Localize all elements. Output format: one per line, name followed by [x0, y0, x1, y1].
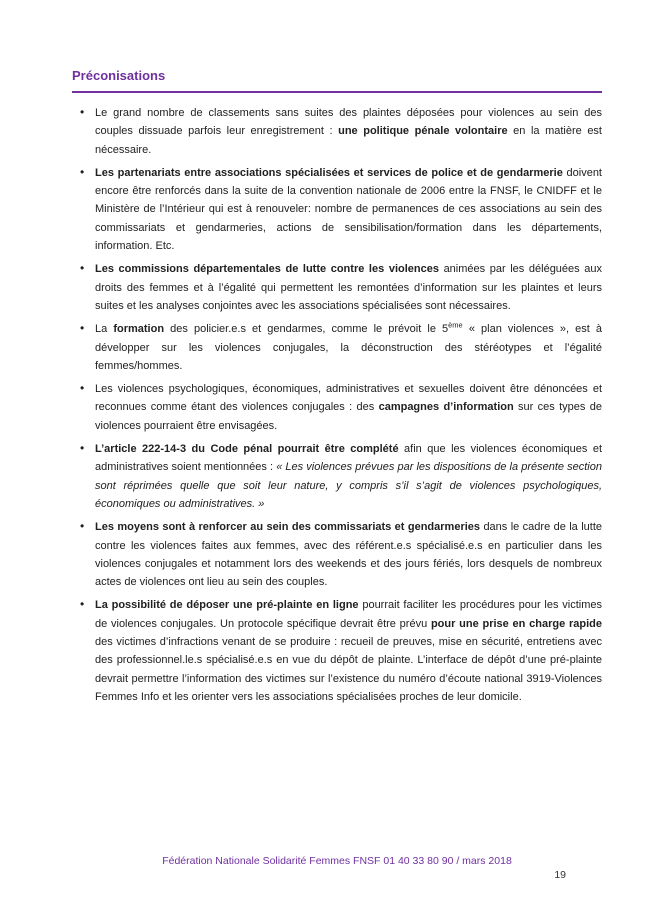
bullet-marker-icon: • [80, 441, 85, 456]
text-segment: Les violences psychologiques, économiques, administratives et sexuelles doivent être dénoncées et reconnues comme étant des violences conjugales : des [95, 383, 602, 414]
text-segment: La [95, 323, 114, 336]
list-item [72, 596, 602, 706]
text-segment: des victimes d’infractions venant de se produire : recueil de preuves, mise en sécurité, entretiens avec des professionnel.le.s spécialisé.e.s en vue du dépôt de plainte. L’interface de dépôt d’une pré-plainte devrait permettre l’information des victimes sur l’existence du numéro d’écoute national 3919-Violences Femmes Info et les orienter vers les associations spécialisées proches de leur domicile. [95, 636, 602, 703]
list-item [72, 164, 602, 255]
footer-org-line: Fédération Nationale Solidarité Femmes FNSF 01 40 33 80 90 / mars 2018 [162, 855, 512, 867]
text-segment: doivent encore être renforcés dans la suite de la convention nationale de 2006 entre la FNSF, le CNIDFF et le Ministère de l’Intérieur qui est à renouveler: nombre de permanences de ces associations au sein des commissariats et gendarmeries, actions de sensibilisation/formation dans les départements, information. Etc. [95, 166, 602, 253]
bullet-marker-icon: • [80, 519, 85, 534]
text-segment: pourrait faciliter les procédures pour les victimes de violences conjugales. Un protocole spécifique devrait être prévu [95, 599, 602, 630]
text-segment: Les partenariats entre associations spécialisées et services de police et de gendarmerie [95, 166, 563, 179]
bullet-marker-icon: • [80, 321, 85, 336]
text-segment: une politique pénale volontaire [338, 125, 508, 138]
text-segment: « plan violences », est à développer sur les violences conjugales, la déconstruction des stéréotypes et l’égalité femmes/hommes. [95, 323, 602, 372]
text-segment: ème [448, 320, 463, 330]
section-heading: Préconisations [72, 68, 602, 93]
text-segment: formation [113, 323, 165, 336]
page-number: 19 [554, 869, 566, 881]
page-content [72, 68, 602, 711]
bullet-marker-icon: • [80, 597, 85, 612]
text-segment: « Les violences prévues par les dispositions de la présente section sont réprimées quelle que soit leur nature, y compris s’il s’agit de violences psychologiques, économiques ou administratives. » [95, 461, 602, 510]
text-segment: sur ces types de violences pourraient être envisagées. [95, 401, 602, 432]
text-segment: Le grand nombre de classements sans suites des plaintes déposées pour violences au sein des couples dissuade parfois leur enregistrement : [95, 107, 602, 138]
text-segment: des policier.e.s et gendarmes, comme le prévoit le 5 [164, 323, 449, 336]
text-segment: La possibilité de déposer une pré-plainte en ligne [95, 599, 359, 612]
text-segment: Les commissions départementales de lutte contre les violences [95, 263, 439, 276]
text-segment: Les moyens sont à renforcer au sein des commissariats et gendarmeries [95, 521, 481, 534]
bullet-marker-icon: • [80, 261, 85, 276]
text-segment: L’article 222-14-3 du Code pénal pourrait être complété [95, 443, 399, 456]
text-segment: pour une prise en charge rapide [430, 617, 602, 630]
recommendations-list [72, 104, 602, 706]
text-segment: en la matière est nécessaire. [95, 125, 602, 156]
list-item [72, 440, 602, 513]
list-item [72, 380, 602, 435]
text-segment: dans le cadre de la lutte contre les violences faites aux femmes, avec des référent.e.s spécialisé.e.s en particulier dans les violences conjugales et notamment lors des weekends et des jours fériés, lors desquels de nombreux actes de violences ont lieu au sein des couples. [95, 521, 603, 589]
list-item [72, 518, 602, 591]
bullet-marker-icon: • [80, 381, 85, 396]
bullet-marker-icon: • [80, 164, 85, 179]
bullet-marker-icon: • [80, 105, 85, 119]
list-item [72, 104, 602, 159]
text-segment: campagnes d’information [378, 401, 514, 414]
list-item [72, 320, 602, 375]
text-segment: animées par les déléguées aux droits des femmes et à l’égalité qui permettent les remontées d’information sur les plaintes et leurs suites et les analyses conjointes avec les associations spécialisées sont nécessaires. [95, 263, 602, 312]
list-item [72, 260, 602, 315]
text-segment: afin que les violences économiques et administratives soient mentionnées : [95, 443, 602, 474]
